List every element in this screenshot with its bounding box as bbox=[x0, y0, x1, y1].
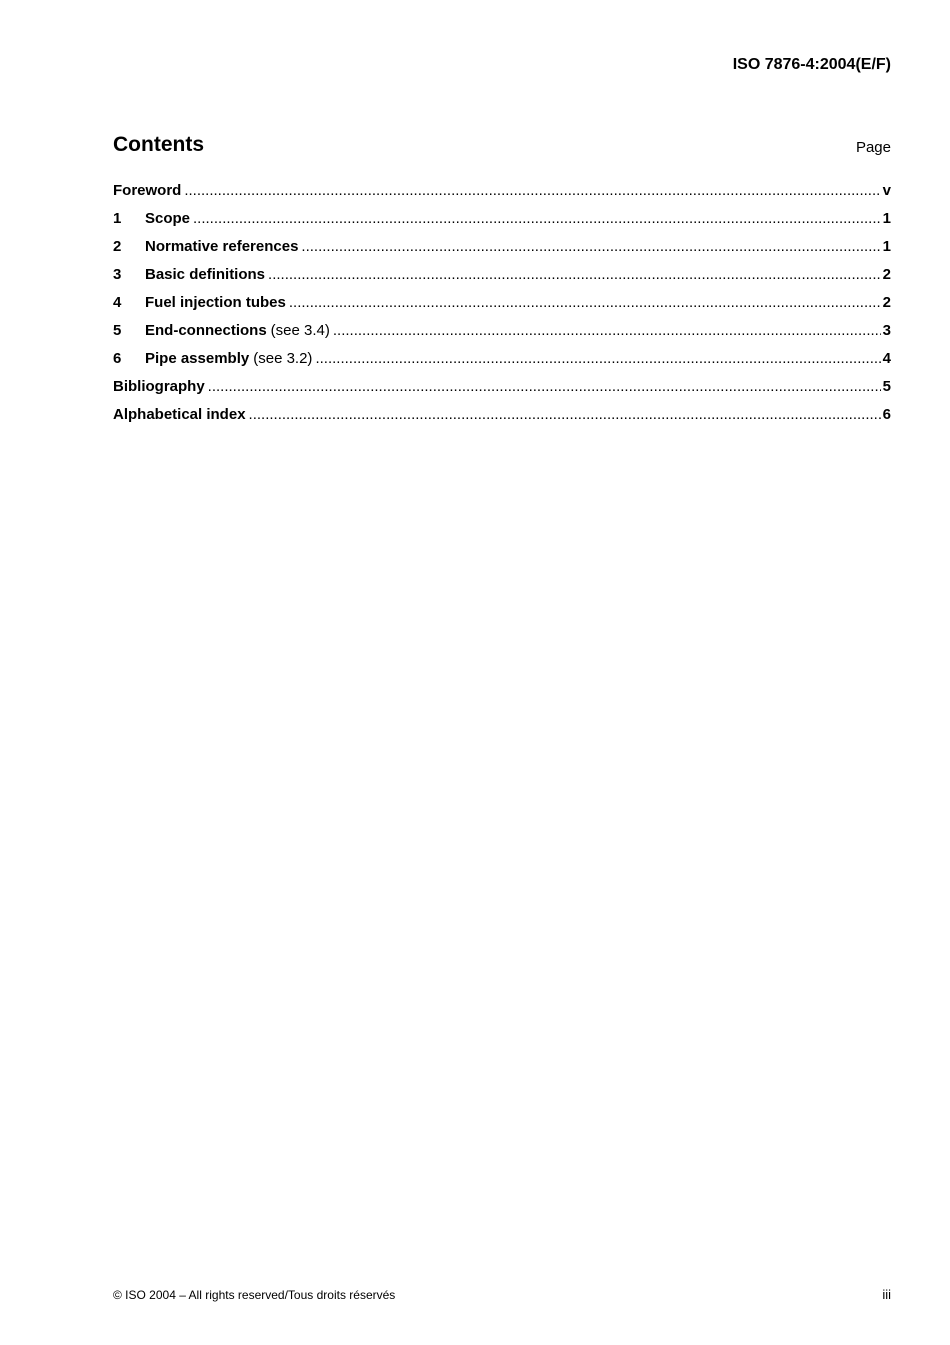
dot-leader bbox=[268, 262, 881, 288]
toc-entry-title: End-connections bbox=[145, 322, 267, 339]
dot-leader bbox=[301, 234, 880, 260]
toc-entry-number: 2 bbox=[113, 238, 122, 255]
toc-entry-title: Normative references bbox=[145, 238, 299, 255]
toc-entry-note: (see 3.4) bbox=[270, 322, 330, 339]
toc-entry-page: 3 bbox=[882, 322, 891, 339]
toc-entry-page: 2 bbox=[882, 266, 891, 283]
toc-entry-bibliography[interactable] bbox=[113, 374, 891, 402]
toc-entry-title: Basic definitions bbox=[145, 266, 266, 283]
toc-entry-page: 5 bbox=[882, 378, 891, 395]
toc-entry-scope[interactable] bbox=[113, 206, 891, 234]
toc-entry-page: 6 bbox=[882, 406, 891, 423]
toc-entry-fuel-injection-tubes[interactable] bbox=[113, 290, 891, 318]
dot-leader bbox=[333, 318, 881, 344]
toc-entry-page: 4 bbox=[882, 350, 891, 367]
toc-entry-alphabetical-index[interactable] bbox=[113, 402, 891, 430]
copyright-notice: © ISO 2004 – All rights reserved/Tous droits réservés bbox=[113, 1288, 396, 1302]
toc-entry-page: 1 bbox=[882, 238, 891, 255]
dot-leader bbox=[208, 374, 881, 400]
toc-entry-number: 3 bbox=[113, 266, 122, 283]
toc-entry-number: 6 bbox=[113, 350, 122, 367]
dot-leader bbox=[315, 346, 880, 372]
toc-entry-end-connections[interactable] bbox=[113, 318, 891, 346]
dot-leader bbox=[193, 206, 881, 232]
document-id: ISO 7876-4:2004(E/F) bbox=[732, 56, 891, 73]
toc-entry-number: 5 bbox=[113, 322, 122, 339]
toc-entry-pipe-assembly[interactable] bbox=[113, 346, 891, 374]
dot-leader bbox=[289, 290, 881, 316]
toc-entry-title: Pipe assembly bbox=[145, 350, 250, 367]
toc-entry-page: 1 bbox=[882, 210, 891, 227]
toc-entry-number: 1 bbox=[113, 210, 122, 227]
toc-entry-number: 4 bbox=[113, 294, 122, 311]
toc-entry-title: Alphabetical index bbox=[113, 406, 246, 423]
toc-entry-title: Foreword bbox=[113, 182, 182, 199]
toc-entry-normative-references[interactable] bbox=[113, 234, 891, 262]
page-column-label: Page bbox=[855, 139, 891, 156]
dot-leader bbox=[184, 178, 880, 204]
page-number: iii bbox=[882, 1287, 891, 1302]
toc-entry-foreword[interactable] bbox=[113, 178, 891, 206]
table-of-contents bbox=[113, 178, 891, 430]
dot-leader bbox=[249, 402, 881, 428]
toc-entry-title: Scope bbox=[145, 210, 191, 227]
toc-entry-page: 2 bbox=[882, 294, 891, 311]
toc-entry-note: (see 3.2) bbox=[253, 350, 313, 367]
contents-heading: Contents bbox=[113, 133, 204, 156]
toc-entry-title: Fuel injection tubes bbox=[145, 294, 286, 311]
toc-entry-title: Bibliography bbox=[113, 378, 205, 395]
toc-entry-page: v bbox=[882, 182, 891, 199]
toc-entry-basic-definitions[interactable] bbox=[113, 262, 891, 290]
